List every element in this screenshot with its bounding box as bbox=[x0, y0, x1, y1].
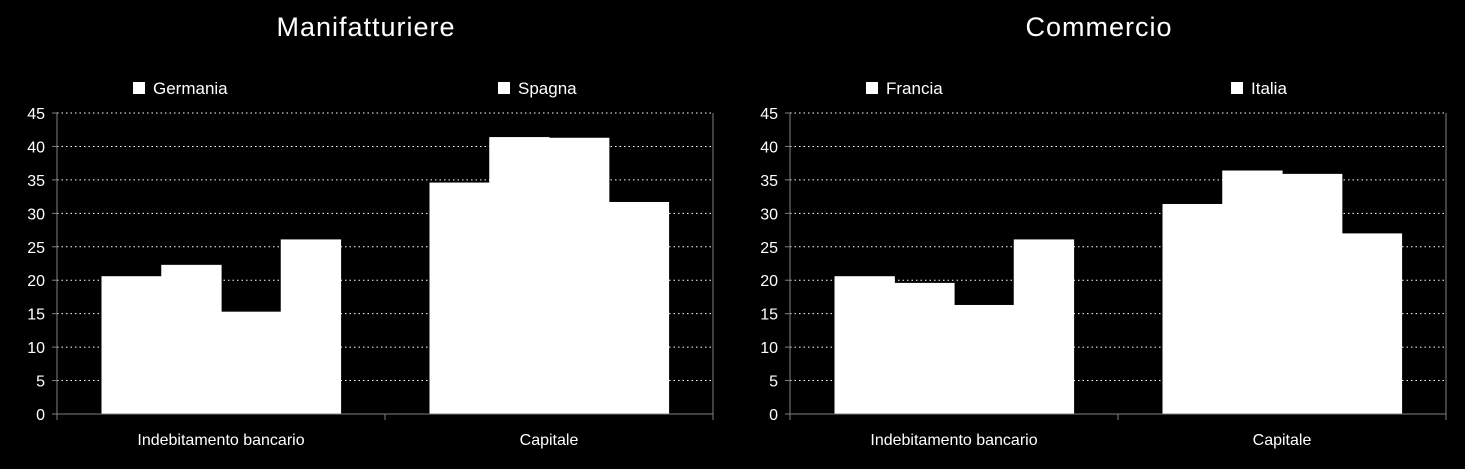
legend-item-spagna bbox=[498, 79, 577, 98]
y-tick-label: 10 bbox=[760, 340, 778, 358]
y-tick-label: 20 bbox=[27, 273, 45, 291]
bar-indebitamento-bancario-4 bbox=[281, 239, 341, 414]
bar-capitale-2 bbox=[1222, 171, 1282, 414]
bar-indebitamento-bancario-3 bbox=[954, 305, 1014, 414]
bar-indebitamento-bancario-1 bbox=[835, 276, 895, 414]
bar-indebitamento-bancario-3 bbox=[221, 312, 281, 414]
bar-capitale-3 bbox=[1282, 174, 1342, 414]
x-tick-label: Indebitamento bancario bbox=[137, 432, 305, 449]
x-tick-label: Capitale bbox=[519, 432, 579, 449]
legend-label: Italia bbox=[1251, 79, 1287, 98]
legend-item-italia bbox=[1231, 79, 1287, 98]
y-tick-label: 45 bbox=[760, 106, 778, 123]
y-tick-label: 20 bbox=[760, 273, 778, 291]
legend-swatch bbox=[866, 82, 878, 94]
y-tick-label: 30 bbox=[27, 206, 45, 224]
legend-item-germania bbox=[133, 79, 228, 98]
legend-swatch bbox=[498, 82, 510, 94]
x-tick-label: Indebitamento bancario bbox=[870, 432, 1038, 449]
bar-capitale-1 bbox=[1163, 204, 1223, 414]
bar-capitale-3 bbox=[549, 138, 609, 414]
chart-manifatturiere bbox=[0, 0, 732, 469]
legend-label: Francia bbox=[886, 79, 943, 98]
y-tick-label: 30 bbox=[760, 206, 778, 224]
legend-label: Spagna bbox=[518, 79, 577, 98]
y-tick-label: 15 bbox=[760, 306, 778, 324]
bar-indebitamento-bancario-1 bbox=[102, 276, 162, 414]
y-tick-label: 25 bbox=[760, 239, 778, 257]
bar-capitale-1 bbox=[430, 183, 490, 414]
y-tick-label: 35 bbox=[27, 172, 45, 190]
y-tick-label: 5 bbox=[36, 373, 45, 391]
chart-title: Manifatturiere bbox=[276, 12, 456, 42]
y-tick-label: 5 bbox=[769, 373, 778, 391]
y-tick-label: 40 bbox=[27, 139, 45, 157]
y-tick-label: 40 bbox=[760, 139, 778, 157]
y-tick-label: 0 bbox=[769, 407, 778, 424]
bar-capitale-4 bbox=[1342, 233, 1402, 414]
y-tick-label: 25 bbox=[27, 239, 45, 257]
chart-title: Commercio bbox=[1025, 12, 1173, 42]
y-tick-label: 45 bbox=[27, 106, 45, 123]
chart-svg-manifatturiere bbox=[0, 0, 732, 469]
y-tick-label: 10 bbox=[27, 340, 45, 358]
bar-capitale-2 bbox=[489, 137, 549, 414]
y-tick-label: 35 bbox=[760, 172, 778, 190]
y-tick-label: 15 bbox=[27, 306, 45, 324]
legend-item-francia bbox=[866, 79, 943, 98]
chart-commercio bbox=[733, 0, 1465, 469]
x-tick-label: Capitale bbox=[1252, 432, 1312, 449]
y-tick-label: 0 bbox=[36, 407, 45, 424]
bar-indebitamento-bancario-2 bbox=[161, 265, 221, 414]
bar-indebitamento-bancario-4 bbox=[1014, 239, 1074, 414]
legend-swatch bbox=[133, 82, 145, 94]
legend-swatch bbox=[1231, 82, 1243, 94]
bar-capitale-4 bbox=[609, 202, 669, 414]
bar-indebitamento-bancario-2 bbox=[894, 283, 954, 414]
legend-label: Germania bbox=[153, 79, 228, 98]
chart-svg-commercio bbox=[733, 0, 1465, 469]
